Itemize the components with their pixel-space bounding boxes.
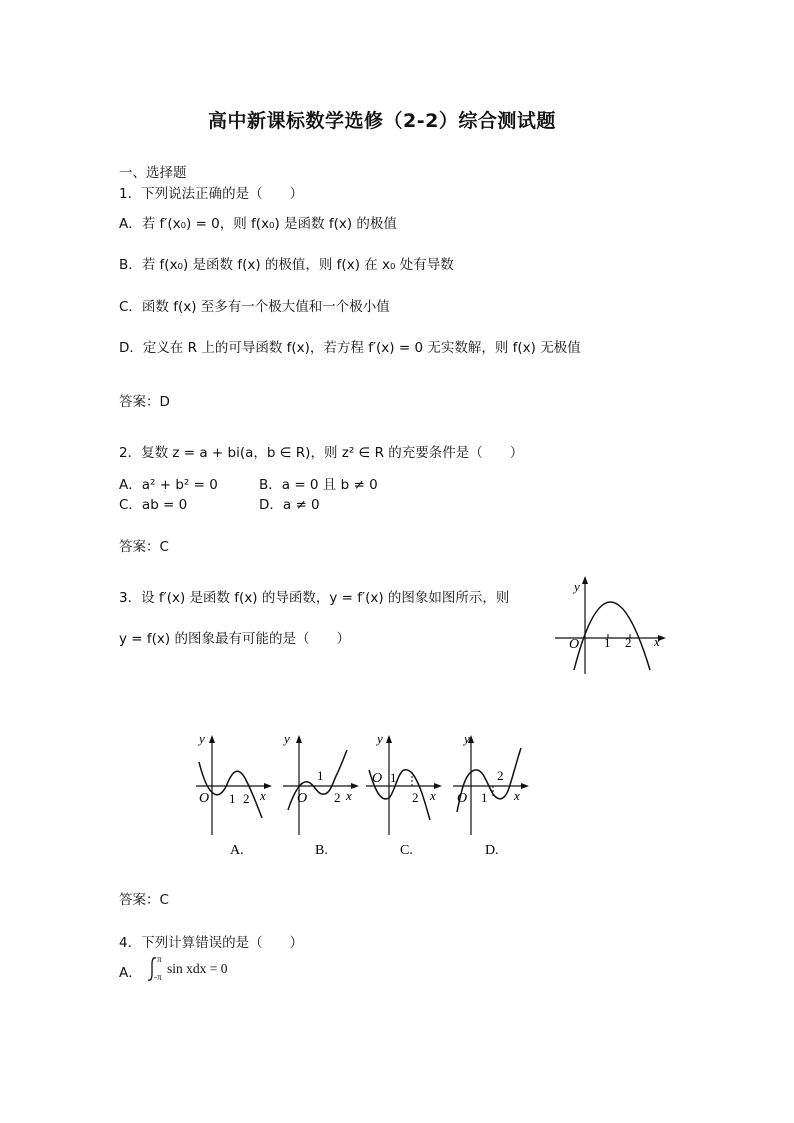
q2-option-c: C．ab = 0 bbox=[119, 497, 188, 513]
option-graph-d-origin: O bbox=[457, 791, 468, 806]
option-graph-d-tick-2: 2 bbox=[497, 768, 504, 783]
derivative-graph bbox=[550, 572, 670, 677]
derivative-graph-y-label: y bbox=[574, 579, 580, 594]
q2-option-d: D．a ≠ 0 bbox=[259, 497, 320, 513]
option-graph-b-label: B. bbox=[315, 843, 328, 858]
option-graph-c bbox=[364, 728, 444, 863]
q4-option-a-label: A． bbox=[119, 965, 142, 981]
option-graph-c-origin: O bbox=[372, 771, 383, 786]
q4-stem: 4．下列计算错误的是（ ） bbox=[119, 935, 304, 951]
q4-integral-lower-limit: -π bbox=[154, 972, 162, 982]
section-heading: 一、选择题 bbox=[119, 165, 187, 181]
q4-option-a-expression: sin xdx = 0 bbox=[167, 961, 228, 976]
option-graph-d bbox=[451, 728, 531, 863]
option-graph-b-origin: O bbox=[297, 791, 308, 806]
option-graph-c-tick-1: 1 bbox=[390, 770, 397, 785]
q3-stem-line2: y = f(x) 的图象最有可能的是（ ） bbox=[119, 631, 350, 647]
option-graph-c-tick-2: 2 bbox=[412, 790, 419, 805]
q1-stem: 1．下列说法正确的是（ ） bbox=[119, 186, 304, 202]
q4-integral-upper-limit: π bbox=[157, 954, 162, 964]
derivative-graph-tick-2: 2 bbox=[625, 635, 632, 650]
option-graph-a-origin: O bbox=[199, 791, 210, 806]
q2-stem: 2．复数 z = a + bi(a，b ∈ R)，则 z² ∈ R 的充要条件是（ ） bbox=[119, 445, 524, 461]
option-graph-b bbox=[281, 728, 361, 863]
q1-option-c: C．函数 f(x) 至多有一个极大值和一个极小值 bbox=[119, 299, 390, 315]
option-graph-a-tick-1: 1 bbox=[229, 791, 236, 806]
derivative-graph-tick-1: 1 bbox=[604, 635, 611, 650]
q1-option-d: D．定义在 R 上的可导函数 f(x)，若方程 f′(x) = 0 无实数解，则 f(x) 无极值 bbox=[119, 340, 581, 356]
option-graph-c-y-label: y bbox=[377, 731, 383, 746]
option-graph-b-tick-2: 2 bbox=[334, 790, 341, 805]
q1-answer: 答案：D bbox=[119, 394, 170, 410]
option-graph-c-label: C. bbox=[400, 843, 413, 858]
q3-stem-line1: 3．设 f′(x) 是函数 f(x) 的导函数，y = f′(x) 的图象如图所示，则 bbox=[119, 590, 510, 606]
page-title: 高中新课标数学选修（2-2）综合测试题 bbox=[208, 110, 556, 132]
q2-answer: 答案：C bbox=[119, 539, 169, 555]
q1-option-a: A．若 f′(x₀) = 0，则 f(x₀) 是函数 f(x) 的极值 bbox=[119, 216, 397, 232]
option-graph-d-tick-1: 1 bbox=[481, 790, 488, 805]
option-graph-d-x-label: x bbox=[514, 788, 520, 803]
option-graph-d-label: D. bbox=[485, 843, 499, 858]
option-graph-b-y-label: y bbox=[284, 731, 290, 746]
option-graph-a-label: A. bbox=[230, 843, 244, 858]
option-graph-b-tick-1: 1 bbox=[317, 768, 324, 783]
derivative-graph-x-label: x bbox=[654, 634, 660, 649]
option-graph-d-y-label: y bbox=[464, 731, 470, 746]
option-graph-a bbox=[194, 728, 274, 863]
q1-option-b: B．若 f(x₀) 是函数 f(x) 的极值，则 f(x) 在 x₀ 处有导数 bbox=[119, 257, 454, 273]
q2-option-a: A．a² + b² = 0 bbox=[119, 477, 218, 493]
option-graph-c-x-label: x bbox=[430, 788, 436, 803]
derivative-graph-origin: O bbox=[569, 637, 580, 652]
option-graph-b-x-label: x bbox=[346, 788, 352, 803]
option-graph-a-x-label: x bbox=[260, 788, 266, 803]
q3-answer: 答案：C bbox=[119, 892, 169, 908]
option-graph-a-y-label: y bbox=[199, 731, 205, 746]
q2-option-b: B．a = 0 且 b ≠ 0 bbox=[259, 477, 378, 493]
option-graph-a-tick-2: 2 bbox=[243, 791, 250, 806]
